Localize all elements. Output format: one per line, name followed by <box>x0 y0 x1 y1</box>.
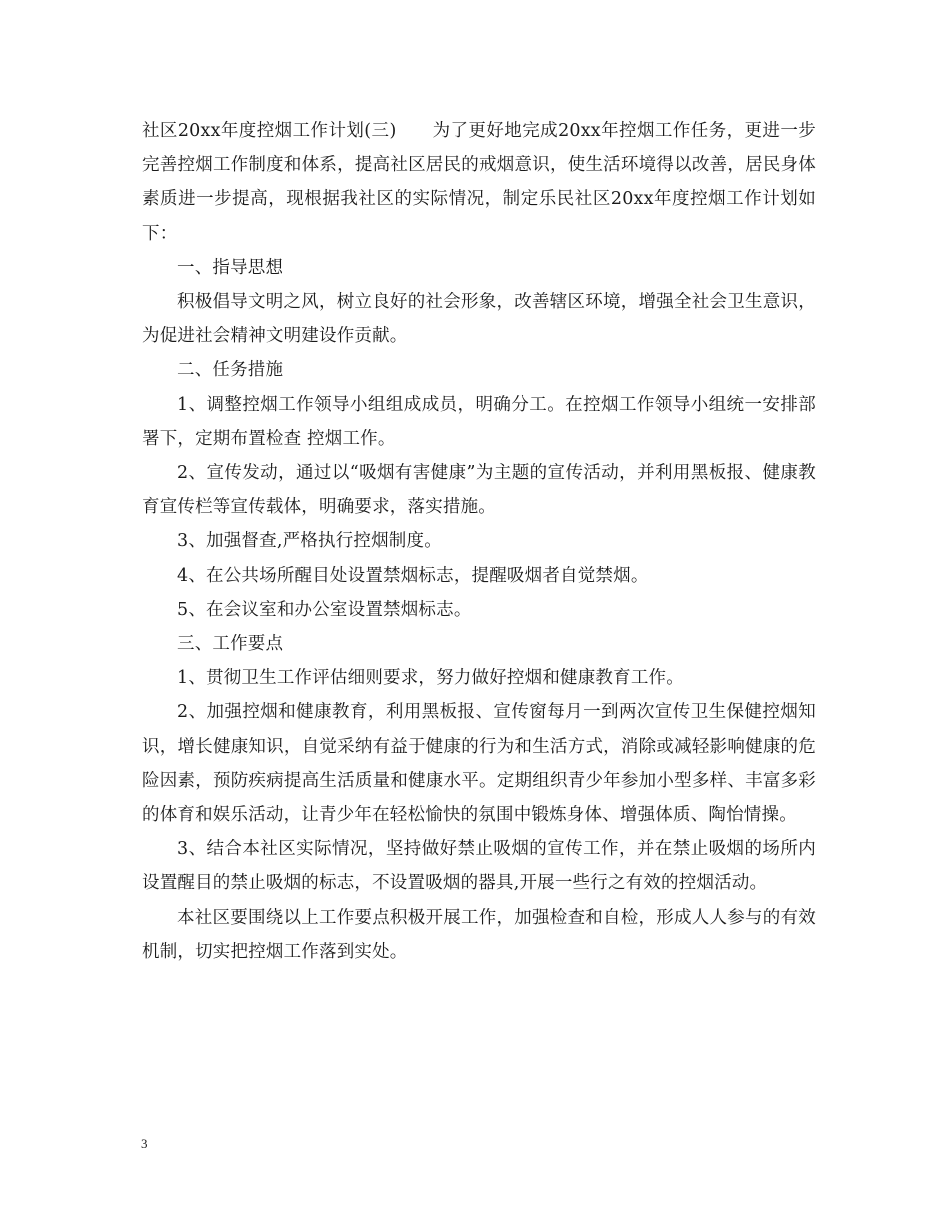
closing-paragraph: 本社区要围绕以上工作要点积极开展工作，加强检查和自检，形成人人参与的有效机制，切实把控烟工作落到实处。 <box>142 907 816 962</box>
document-body <box>142 114 816 969</box>
list-item: 5、在会议室和办公室设置禁烟标志。 <box>177 599 472 620</box>
page-number: 3 <box>141 1136 148 1151</box>
section-heading-guiding-ideology: 一、指导思想 <box>177 257 284 278</box>
list-item: 1、调整控烟工作领导小组组成成员，明确分工。在控烟工作领导小组统一安排部署下，定期布置检查 控烟工作。 <box>142 394 816 449</box>
list-item: 2、加强控烟和健康教育，利用黑板报、宣传窗每月一到两次宣传卫生保健控烟知识，增长健康知识，自觉采纳有益于健康的行为和生活方式，消除或减轻影响健康的危险因素，预防疾病提高生活质量和健康水平。定期组织青少年参加小型多样、丰富多彩的体育和娱乐活动，让青少年在轻松愉快的氛围中锻炼身体、增强体质、陶怡情操。 <box>142 702 816 826</box>
list-item: 3、结合本社区实际情况，坚持做好禁止吸烟的宣传工作，并在禁止吸烟的场所内设置醒目的禁止吸烟的标志，不设置吸烟的器具,开展一些行之有效的控烟活动。 <box>142 839 816 894</box>
list-item: 2、宣传发动，通过以“吸烟有害健康”为主题的宣传活动，并利用黑板报、健康教育宣传栏等宣传载体，明确要求，落实措施。 <box>142 463 816 518</box>
list-item: 3、加强督查,严格执行控烟制度。 <box>177 531 442 552</box>
body-paragraph: 积极倡导文明之风，树立良好的社会形象，改善辖区环境，增强全社会卫生意识，为促进社会精神文明建设作贡献。 <box>142 292 816 347</box>
list-item: 1、贯彻卫生工作评估细则要求，努力做好控烟和健康教育工作。 <box>177 668 684 689</box>
intro-paragraph: 社区20xx年度控烟工作计划(三) 为了更好地完成20xx年控烟工作任务，更进一步完善控烟工作制度和体系，提高社区居民的戒烟意识，使生活环境得以改善，居民身体素质进一步提高，现根据我社区的实际情况，制定乐民社区20xx年度控烟工作计划如下： <box>142 121 816 244</box>
section-heading-task-measures: 二、任务措施 <box>177 360 284 381</box>
list-item: 4、在公共场所醒目处设置禁烟标志，提醒吸烟者自觉禁烟。 <box>177 565 649 586</box>
section-heading-work-points: 三、工作要点 <box>177 634 284 655</box>
